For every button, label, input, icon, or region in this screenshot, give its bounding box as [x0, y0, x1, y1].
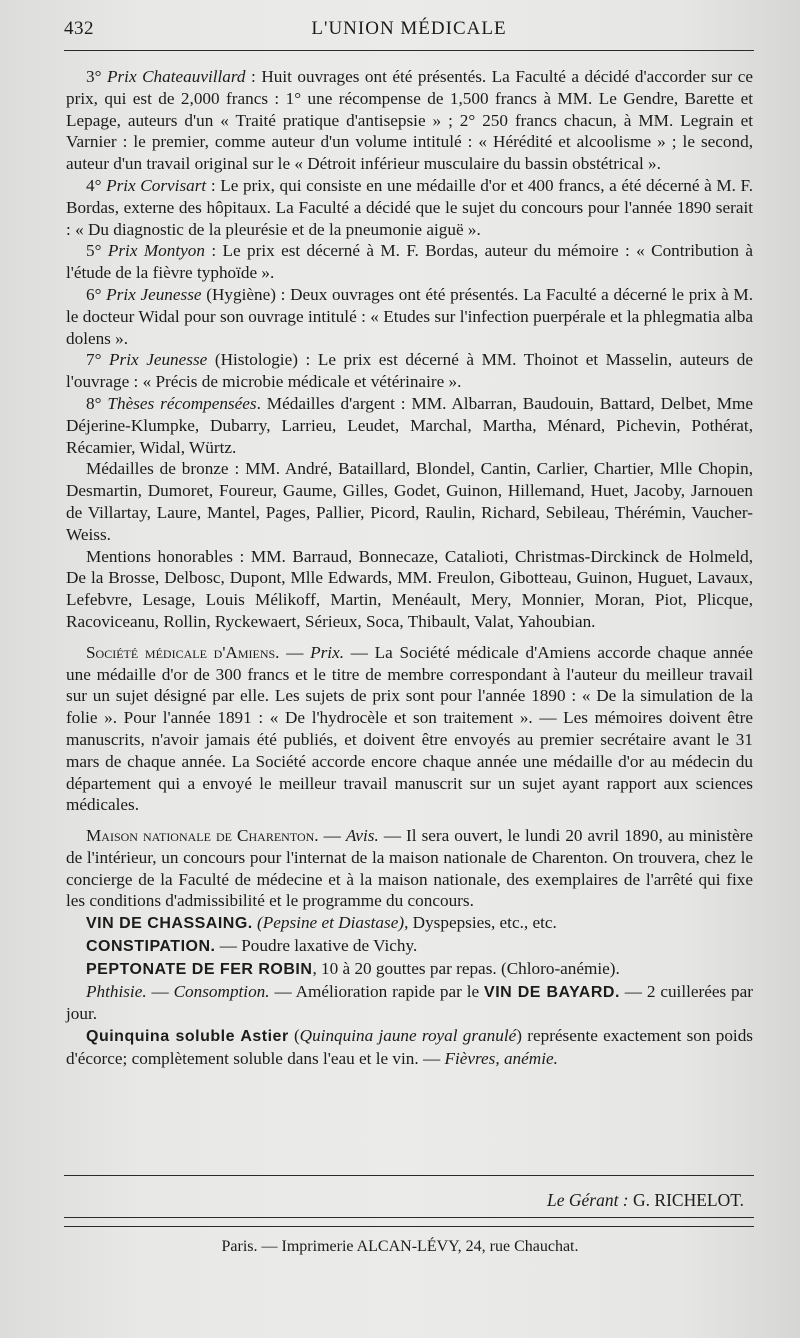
- ad-text: , Dyspepsies, etc., etc.: [404, 913, 557, 933]
- ad-peptonate-fer: [66, 958, 753, 981]
- ad-text: — Amélioration rapide par le: [269, 981, 485, 1001]
- prize-text: : Le prix, qui consiste en une médaille d'or et 400 francs, a été décerné à M. F. Bordas, externe des hôpitaux. La Faculté a décidé que le sujet du concours pour l'année 1890 serait : « Du diagnostic de la pleurésie et de la pneumonie aiguë ».: [66, 175, 753, 239]
- prize-jeunesse-hygiene: [66, 284, 753, 349]
- ad-vin-chassaing: [66, 912, 753, 935]
- ad-vin-bayard: [66, 981, 753, 1026]
- item-number: 6°: [86, 284, 107, 304]
- medailles-bronze: Médailles de bronze : MM. André, Bataillard, Blondel, Cantin, Carlier, Chartier, Mlle Chopin, Desmartin, Dumoret, Foureur, Gaume, Gilles, Godet, Guinon, Hillemand, Huet, Jacoby, Jarnouen de Villartay, Laure, Mantel, Pages, Pallier, Picord, Raulin, Richard, Sebileau, Thérémin, Vaucher-Weiss.: [66, 459, 753, 544]
- prize-text: : Le prix est décerné à M. F. Bordas, auteur du mémoire : « Contribution à l'étude de la fièvre typhoïde ».: [66, 241, 753, 283]
- prize-corvisart: [66, 175, 753, 240]
- footer-rule-bottom: [64, 1226, 754, 1227]
- item-number: 7°: [86, 350, 110, 370]
- printer-imprint: Paris. — Imprimerie ALCAN-LÉVY, 24, rue Chauchat.: [221, 1238, 579, 1255]
- notice-lead: Avis.: [345, 826, 379, 846]
- prize-text: (Hygiène) : Deux ouvrages ont été présentés. La Faculté a décerné le prix à M. le docteur Widal pour son ouvrage intitulé : « Etudes sur l'infection puerpérale et la phlegmatia alba dolens ».: [66, 284, 754, 348]
- prize-text: (Histologie) : Le prix est décerné à MM. Thoinot et Masselin, auteurs de l'ouvrage : « Précis de microbie médicale et vétérinaire ».: [66, 350, 754, 392]
- dash: —: [146, 981, 174, 1001]
- article-body: [66, 66, 753, 1070]
- ad-constipation: [66, 935, 753, 958]
- prize-name: Thèses récompensées: [107, 393, 257, 413]
- item-number: 3°: [86, 67, 107, 86]
- ad-brand: VIN DE BAYARD.: [484, 983, 620, 1001]
- prize-name: Prix Montyon: [107, 241, 205, 261]
- ads-rule: [64, 1175, 754, 1176]
- ad-text: ) représente exactement son poids d'écorce; complètement soluble dans l'eau et le vin. —: [66, 1026, 753, 1069]
- running-title: L'UNION MÉDICALE: [311, 18, 507, 39]
- maison-charenton: [66, 825, 753, 912]
- ad-text: (: [288, 1026, 300, 1046]
- ad-lead: Consomption.: [173, 981, 270, 1001]
- prize-name: Prix Corvisart: [106, 175, 207, 195]
- ad-italic: Fièvres, anémie.: [444, 1049, 558, 1069]
- prize-montyon: [66, 240, 753, 284]
- ad-text: , 10 à 20 gouttes par repas. (Chloro-anémie).: [312, 958, 620, 978]
- ad-brand: VIN DE CHASSAING.: [86, 915, 253, 933]
- prize-name: Prix Jeunesse: [109, 350, 208, 370]
- dash: —: [318, 826, 346, 846]
- ad-quinquina-astier: [66, 1025, 753, 1070]
- ad-brand: CONSTIPATION.: [86, 938, 216, 956]
- page-header: [64, 14, 754, 44]
- notice-text: — La Société médicale d'Amiens accorde chaque année une médaille d'or de 300 francs et le titre de membre correspondant à l'auteur du meilleur travail sur un sujet désigné par elle. Les sujets de prix sont pour l'année 1890 : « De la simulation de la folie ». Pour l'année 1891 : « De l'hydrocèle et son traitement ». — Les mémoires doivent être manuscrits, n'avoir jamais été publiés, et doivent être envoyés au premier secrétaire avant le 31 mars de chaque année. La Société accorde encore chaque année une médaille d'or au médecin du département qui a envoyé le meilleur travail manuscrit sur un sujet ayant rapport aux sciences médicales.: [66, 642, 754, 815]
- ad-text: — 2 cuillerées par jour.: [66, 981, 753, 1024]
- ad-italic: (Pepsine et Diastase): [252, 913, 405, 933]
- item-number: 4°: [86, 175, 107, 195]
- signature-name: G. RICHELOT.: [633, 1190, 744, 1210]
- mentions-honorables: Mentions honorables : MM. Barraud, Bonnecaze, Catalioti, Christmas-Dirckinck de Holmeld, De la Brosse, Delbosc, Dupont, Mlle Edwards, MM. Freulon, Gibotteau, Guinon, Huguet, Lavaux, Lefebvre, Lesage, Louis Mélikoff, Martin, Menéault, Mery, Monnier, Moran, Piot, Plicque, Racoviceanu, Rollin, Ryckewaert, Sérieux, Soca, Thibault, Valat, Yahoubian.: [66, 546, 753, 631]
- notice-lead: Prix.: [310, 642, 344, 662]
- prize-chateauvillard: [66, 66, 753, 175]
- org-name: Société médicale d'Amiens.: [86, 642, 280, 662]
- ad-brand: Quinquina soluble Astier: [86, 1028, 289, 1046]
- header-rule: [64, 50, 754, 51]
- prize-text: . Médailles d'argent : MM. Albarran, Baudouin, Battard, Delbet, Mme Déjerine-Klumpke, Dubarry, Larrieu, Leudet, Marchal, Martha, Ménard, Pichevin, Pothérat, Récamier, Widal, Würtz.: [66, 393, 753, 457]
- ad-text: — Poudre laxative de Vichy.: [215, 936, 418, 956]
- footer-rule-top: [64, 1217, 754, 1218]
- notice-text: — Il sera ouvert, le lundi 20 avril 1890, au ministère de l'intérieur, un concours pour l'internat de la maison nationale de Charenton. On trouvera, chez le concierge de la Faculté de médecine et à la maison nationale, des exemplaires de l'arrêté qui fixe les conditions d'admissibilité et le programme du concours.: [66, 826, 753, 911]
- theses-recompensees: [66, 393, 753, 458]
- prize-name: Prix Chateauvillard: [106, 67, 246, 86]
- ad-lead: Phthisie.: [86, 981, 147, 1001]
- page-number: 432: [64, 18, 94, 39]
- item-number: 8°: [86, 393, 108, 413]
- prize-text: : Huit ouvrages ont été présentés. La Faculté a décidé d'accorder sur ce prix, qui est de 2,000 francs : 1° une récompense de 1,500 francs à MM. Le Gendre, Barette et Lepage, auteurs d'un « Traité pratique d'antisepsie » ; 2° 250 francs chacun, à MM. Legrain et Varnier : le premier, comme auteur d'un volume intitulé : « Hérédité et alcoolisme » ; le second, auteur d'un travail original sur le « Détroit inférieur musculaire du bassin obstétrical ».: [66, 67, 754, 174]
- org-name: Maison nationale de Charenton.: [86, 826, 319, 846]
- societe-amiens: [66, 642, 753, 816]
- item-number: 5°: [86, 241, 108, 261]
- prize-jeunesse-histologie: [66, 349, 753, 393]
- signature: [547, 1190, 744, 1211]
- signature-label: Le Gérant :: [546, 1190, 634, 1210]
- prize-name: Prix Jeunesse: [106, 284, 202, 304]
- ad-italic: Quinquina jaune royal granulé: [299, 1026, 517, 1046]
- ad-brand: PEPTONATE DE FER ROBIN: [86, 960, 313, 978]
- dash: —: [279, 642, 311, 662]
